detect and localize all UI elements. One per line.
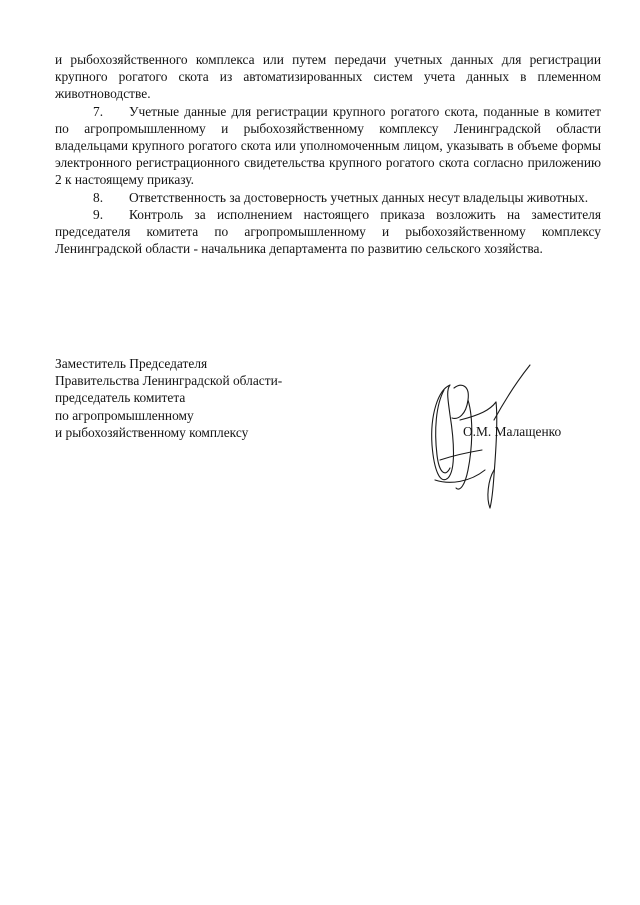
paragraph-number: 9. xyxy=(93,206,104,222)
paragraph-text: и рыбохозяйственного комплекса или путем передачи учетных данных для регистрации крупного рогатого скота из автоматизированных систем учета данных в племенном животноводстве. xyxy=(55,52,601,102)
paragraph-number: 7. xyxy=(93,103,104,119)
signer-title-line: и рыбохозяйственному комплексу xyxy=(55,424,249,440)
paragraph-text: Учетные данные для регистрации крупного рогатого скота, поданные в комитет по агропромышленному и рыбохозяйственному комплексу Ленинградской области владельцами крупного рогатого скота или уполномоченным лицом, указывать в объеме формы электронного регистрационного свидетельства крупного рогатого скота согласно приложению 2 к настоящему приказу. xyxy=(55,103,601,188)
paragraph-text: Контроль за исполнением настоящего приказа возложить на заместителя председателя комитета по агропромышленному и рыбохозяйственному комплексу Ленинградской области - начальника департамента по развитию сельского хозяйства. xyxy=(55,206,601,257)
paragraph-continuation xyxy=(55,51,601,103)
signer-title-line: председатель комитета xyxy=(55,390,186,406)
signer-name: О.М. Малащенко xyxy=(463,424,562,439)
paragraph-number: 8. xyxy=(93,189,104,205)
signer-title-line: Заместитель Председателя xyxy=(55,356,208,371)
paragraph-text: Ответственность за достоверность учетных данных несут владельцы животных. xyxy=(129,189,589,205)
paragraph-8 xyxy=(55,189,601,206)
signer-title-block xyxy=(55,355,282,441)
paragraph-7 xyxy=(55,103,601,189)
signer-title-line: Правительства Ленинградской области- xyxy=(55,373,283,389)
paragraph-9 xyxy=(55,206,601,258)
document-body xyxy=(55,51,601,257)
signer-title-line: по агропромышленному xyxy=(55,407,194,423)
